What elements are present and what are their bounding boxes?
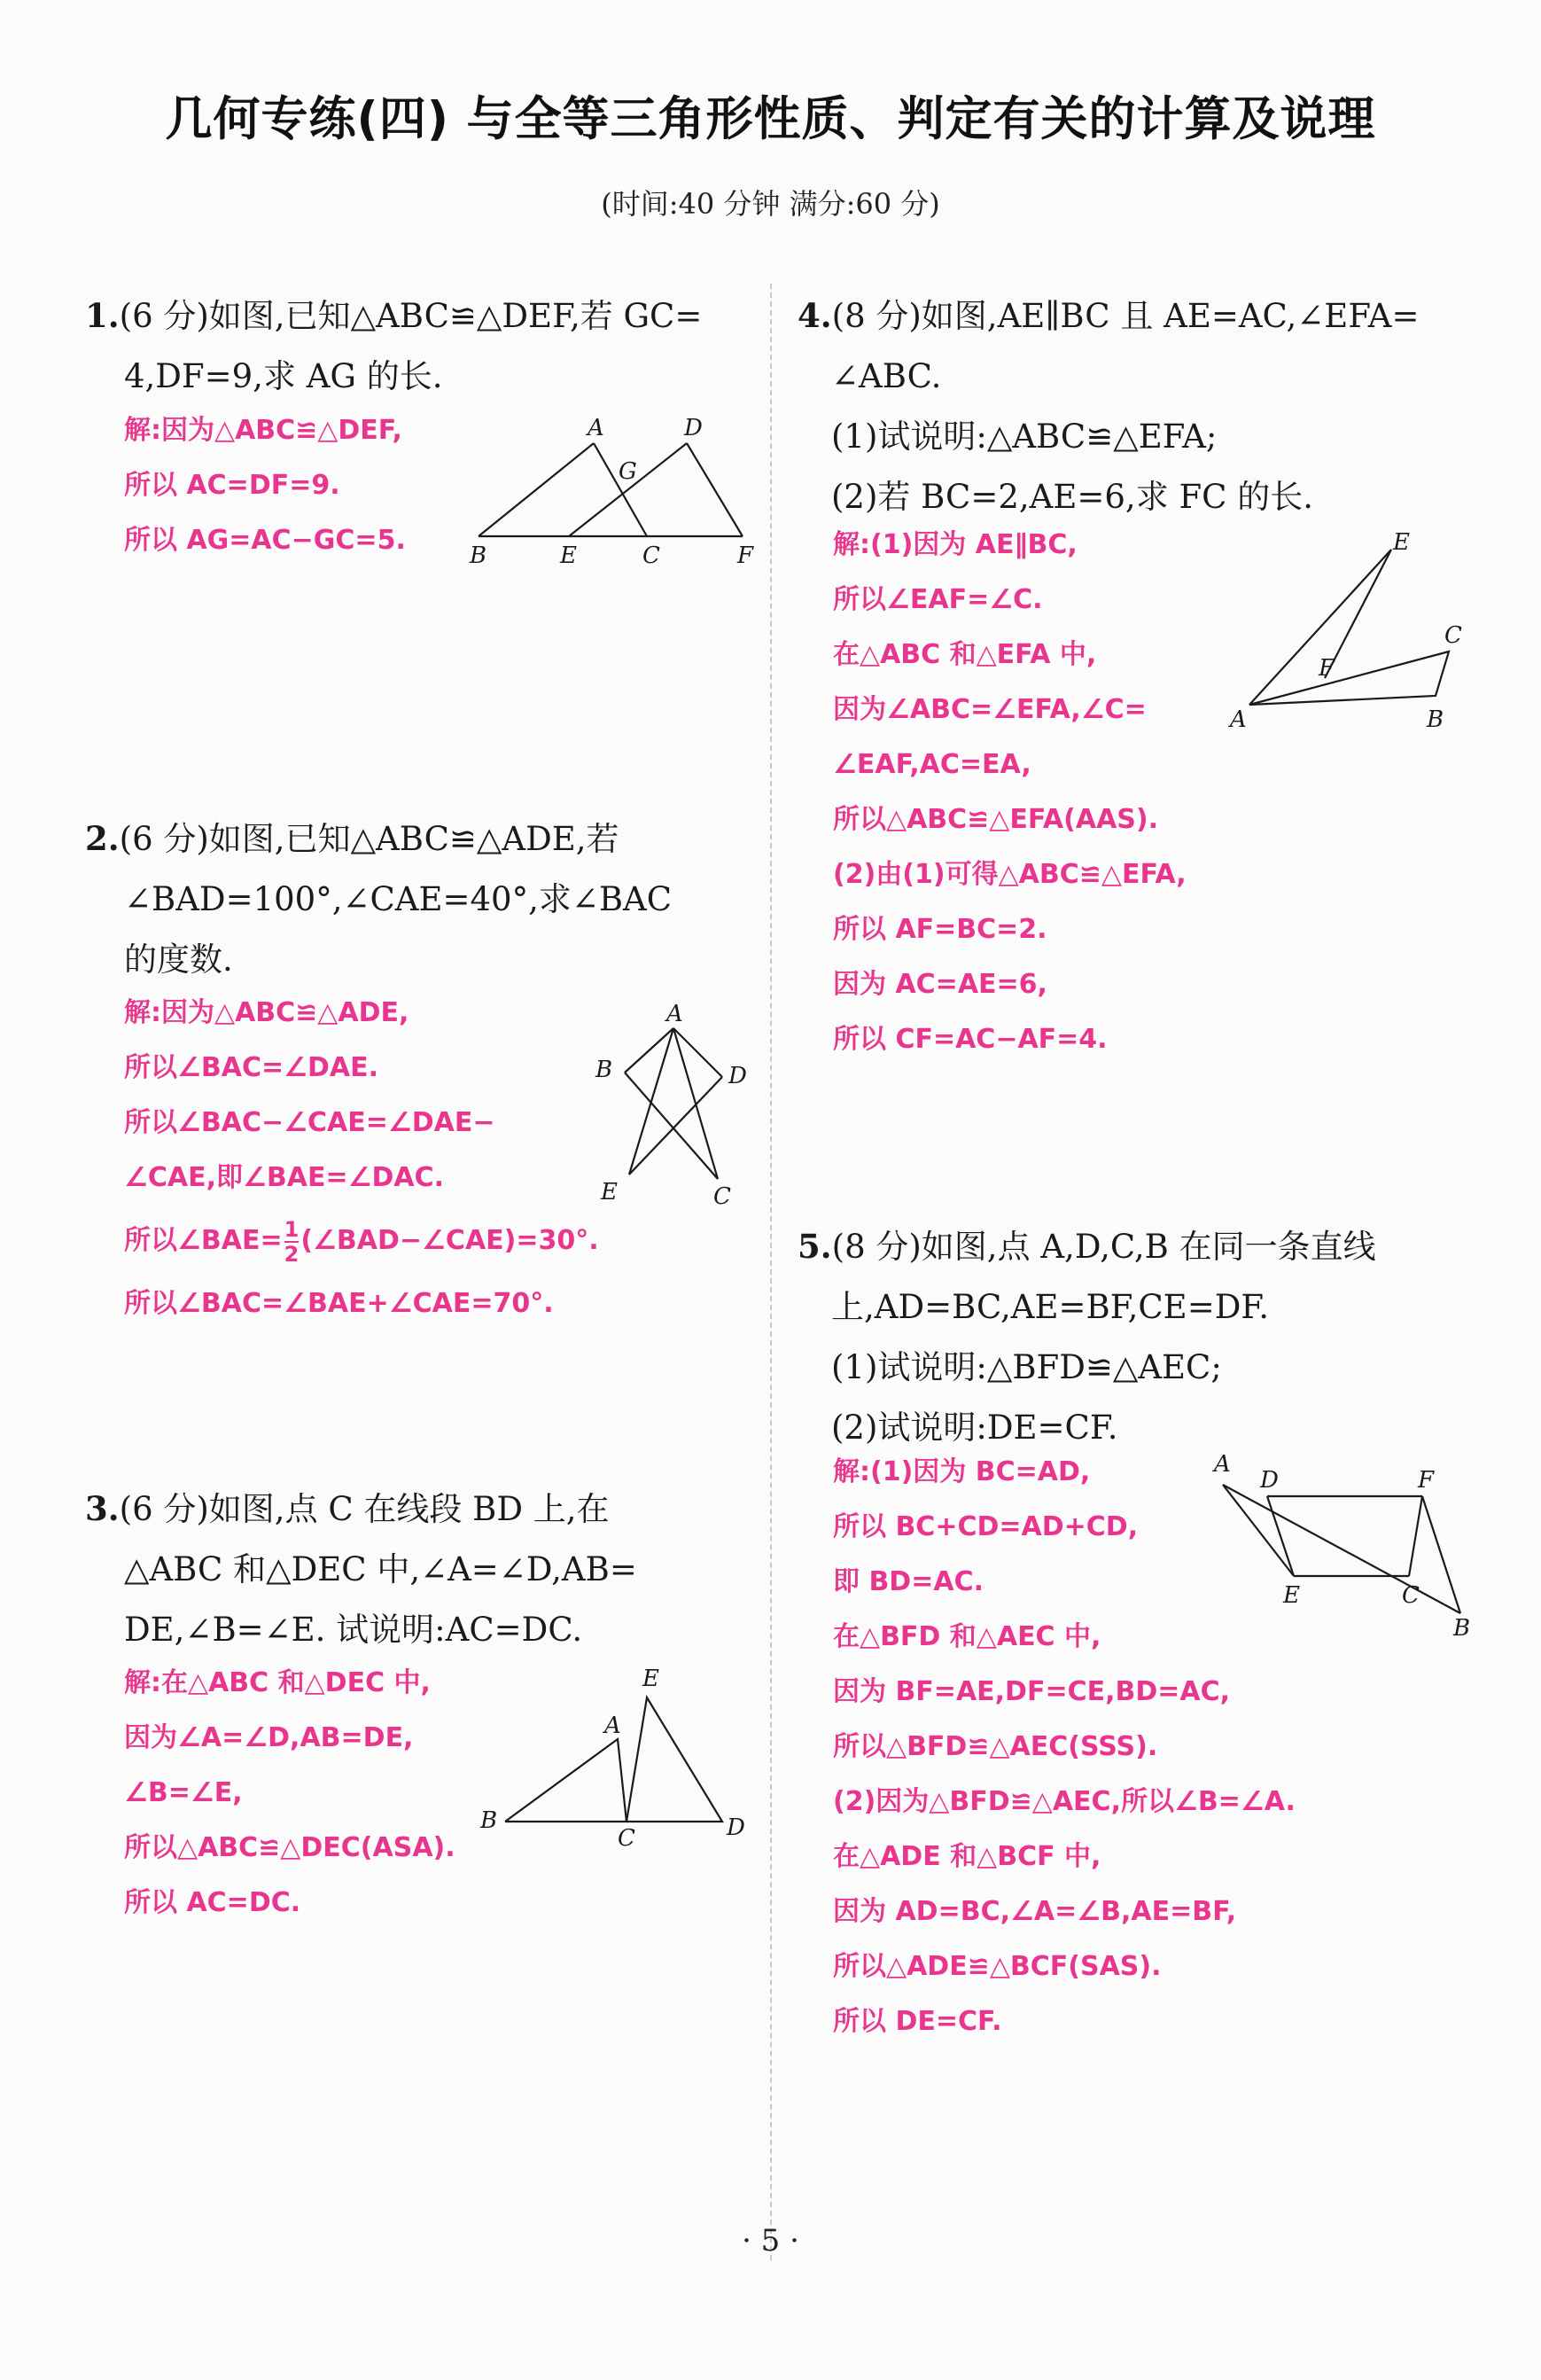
solution-line: (2)因为△BFD≌△AEC,所以∠B=∠A. (833, 1786, 1296, 1817)
solution-line: ∠CAE,即∠BAE=∠DAC. (124, 1162, 445, 1193)
figure-3 (479, 1666, 762, 1852)
problem-text-line: 4,DF=9,求 AG 的长. (124, 357, 443, 395)
page-subtitle: (时间:40 分钟 满分:60 分) (601, 187, 940, 221)
problem-text-line: (2)若 BC=2,AE=6,求 FC 的长. (831, 478, 1313, 516)
problem-3 (85, 1479, 637, 1660)
problem-text-line: DE,∠B=∠E. 试说明:AC=DC. (124, 1611, 583, 1649)
problem-1 (85, 285, 702, 407)
problem-number: 5. (798, 1227, 832, 1266)
label-A: A (604, 1713, 621, 1739)
solution-line: 所以 AC=DC. (124, 1887, 301, 1918)
problem-text-line: ∠ABC. (831, 357, 942, 395)
fraction-numerator: 1 (284, 1216, 300, 1242)
label-E: E (1283, 1582, 1300, 1609)
page-title: 几何专练(四) 与全等三角形性质、判定有关的计算及说理 (165, 92, 1376, 146)
label-D: D (727, 1814, 745, 1841)
solution-fraction-suffix: (∠BAD−∠CAE)=30°. (300, 1225, 599, 1256)
label-A: A (588, 415, 604, 441)
solution-line: 解:(1)因为 AE∥BC, (833, 529, 1078, 560)
page-number: · 5 · (742, 2223, 799, 2259)
label-E: E (1393, 529, 1410, 556)
label-B: B (1427, 706, 1444, 733)
solution-line: 所以∠BAC=∠BAE+∠CAE=70°. (124, 1288, 554, 1319)
label-E: E (642, 1666, 659, 1692)
label-A: A (1230, 706, 1247, 733)
figure-1 (461, 408, 762, 567)
column-divider (770, 284, 772, 2260)
problem-text-line: (1)试说明:△BFD≌△AEC; (831, 1348, 1222, 1386)
solution-line: ∠EAF,AC=EA, (833, 749, 1031, 780)
solution-line: 所以△ABC≌△DEC(ASA). (124, 1832, 455, 1863)
label-F: F (737, 542, 754, 569)
problem-text-line: (6 分)如图,点 C 在线段 BD 上,在 (119, 1490, 610, 1528)
solution-line: 因为 AD=BC,∠A=∠B,AE=BF, (833, 1896, 1237, 1927)
solution-fraction-prefix: 所以∠BAE= (124, 1225, 283, 1256)
label-D: D (1260, 1467, 1279, 1494)
label-A: A (1214, 1451, 1231, 1478)
problem-number: 3. (85, 1489, 120, 1528)
problem-number: 4. (798, 296, 832, 335)
solution-line: 所以∠EAF=∠C. (833, 584, 1043, 615)
solution-line: 所以△ADE≌△BCF(SAS). (833, 1951, 1162, 1982)
label-C: C (618, 1825, 635, 1852)
label-B: B (595, 1057, 613, 1083)
figure-5 (1205, 1445, 1489, 1640)
problem-number: 2. (85, 819, 120, 858)
solution-line: 因为∠A=∠D,AB=DE, (124, 1722, 414, 1753)
problem-text-line: (1)试说明:△ABC≌△EFA; (831, 417, 1218, 456)
problem-number: 1. (85, 296, 120, 335)
figure-2 (585, 1002, 762, 1214)
solution-line: ∠B=∠E, (124, 1777, 243, 1808)
label-A: A (666, 1001, 683, 1027)
problem-text-line: ∠BAD=100°,∠CAE=40°,求∠BAC (124, 880, 673, 918)
solution-line: 所以 AC=DF=9. (124, 470, 340, 501)
solution-line: 所以∠BAC=∠DAE. (124, 1052, 379, 1083)
solution-line: 解:(1)因为 BC=AD, (833, 1456, 1091, 1487)
label-E: E (560, 542, 577, 569)
problem-4 (798, 285, 1420, 527)
solution-3 (124, 1656, 455, 1931)
solution-line: 所以 BC+CD=AD+CD, (833, 1511, 1139, 1542)
solution-line: 所以∠BAC−∠CAE=∠DAE− (124, 1107, 495, 1138)
problem-text-line: (2)试说明:DE=CF. (831, 1408, 1118, 1447)
solution-line: 所以 AF=BC=2. (833, 914, 1047, 945)
label-D: D (684, 415, 703, 441)
label-E: E (601, 1179, 618, 1206)
label-C: C (642, 542, 660, 569)
label-G: G (619, 458, 637, 485)
solution-line: 所以△BFD≌△AEC(SSS). (833, 1731, 1158, 1762)
label-B: B (470, 542, 487, 569)
fraction (284, 1218, 300, 1266)
solution-2 (124, 986, 599, 1331)
problem-text-line: (8 分)如图,点 A,D,C,B 在同一条直线 (831, 1228, 1376, 1266)
solution-line: 所以△ABC≌△EFA(AAS). (833, 804, 1159, 835)
label-D: D (728, 1063, 747, 1089)
label-B: B (480, 1807, 498, 1834)
solution-line: 在△ABC 和△EFA 中, (833, 639, 1097, 670)
solution-line: (2)由(1)可得△ABC≌△EFA, (833, 859, 1187, 890)
figure-4 (1223, 523, 1489, 736)
solution-line: 所以 AG=AC−GC=5. (124, 525, 406, 556)
solution-line: 在△ADE 和△BCF 中, (833, 1841, 1101, 1872)
solution-line: 即 BD=AC. (833, 1566, 984, 1597)
label-C: C (1444, 622, 1462, 649)
problem-text-line: 上,AD=BC,AE=BF,CE=DF. (831, 1288, 1270, 1326)
label-F: F (1319, 655, 1335, 682)
solution-line: 解:在△ABC 和△DEC 中, (124, 1667, 431, 1698)
problem-2 (85, 808, 672, 990)
fraction-denominator: 2 (284, 1241, 300, 1267)
problem-text-line: (6 分)如图,已知△ABC≌△ADE,若 (119, 820, 619, 858)
problem-text-line: (6 分)如图,已知△ABC≌△DEF,若 GC= (119, 297, 703, 335)
label-C: C (713, 1183, 731, 1210)
solution-line: 因为 BF=AE,DF=CE,BD=AC, (833, 1676, 1231, 1707)
problem-5 (798, 1216, 1376, 1458)
problem-text-line: (8 分)如图,AE∥BC 且 AE=AC,∠EFA= (831, 297, 1420, 335)
problem-text-line: 的度数. (124, 940, 233, 979)
solution-line: 所以 CF=AC−AF=4. (833, 1024, 1108, 1055)
solution-line: 因为∠ABC=∠EFA,∠C= (833, 694, 1147, 725)
solution-4 (833, 518, 1187, 1067)
solution-1 (124, 403, 406, 568)
solution-line: 解:因为△ABC≌△ADE, (124, 997, 409, 1028)
solution-line: 在△BFD 和△AEC 中, (833, 1621, 1101, 1652)
problem-text-line: △ABC 和△DEC 中,∠A=∠D,AB= (124, 1550, 637, 1588)
label-C: C (1402, 1582, 1420, 1609)
solution-line: 所以 DE=CF. (833, 2006, 1002, 2037)
solution-line: 解:因为△ABC≌△DEF, (124, 415, 402, 446)
solution-line-fraction (124, 1206, 599, 1276)
solution-line: 因为 AC=AE=6, (833, 969, 1047, 1000)
label-F: F (1418, 1467, 1435, 1494)
label-B: B (1453, 1615, 1471, 1642)
